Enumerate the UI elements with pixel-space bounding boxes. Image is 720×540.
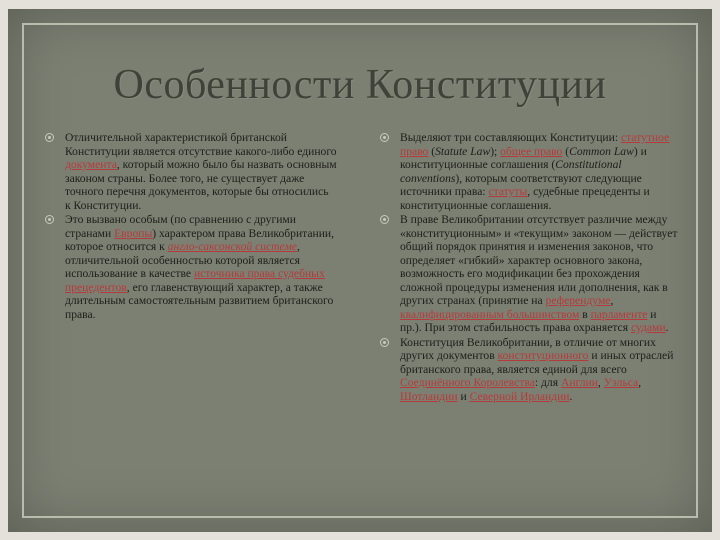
text: . [569, 389, 573, 403]
text: , судебные прецеденты и конституционные соглашения. [400, 185, 650, 212]
text: ); [490, 144, 501, 158]
list-item [45, 213, 337, 321]
link-united-kingdom[interactable]: Соединённого Королевства [400, 376, 535, 389]
text: , который можно было бы назвать основным законом страны. Более того, не существует даже точного перечня документов, которые бы относились к Конституции. [65, 158, 337, 212]
link-northern-ireland[interactable]: Северной Ирландии [469, 389, 570, 403]
text: и пр.). При этом стабильность права охраняется [400, 307, 657, 334]
text: Отличительной характеристикой британской Конституции является отсутствие какого-либо единого [65, 131, 337, 158]
text: Это вызвано особым (по сравнению с другими странами [65, 213, 296, 240]
link-anglo-saxon-system[interactable]: англо-саксонской системе [167, 240, 297, 253]
text: ( [428, 144, 436, 158]
bullet-icon [45, 133, 54, 142]
text-italic: Statute Law [435, 144, 491, 158]
link-statutes[interactable]: статуты [488, 185, 528, 198]
text-italic: Constitutional conventions [400, 158, 622, 185]
bullet-icon [380, 215, 389, 224]
link-wales[interactable]: Уэльса [603, 376, 639, 389]
text: , [597, 376, 604, 389]
text-italic: Common Law [569, 144, 634, 158]
link-parliament[interactable]: парламенте [590, 307, 648, 321]
left-column [45, 131, 337, 322]
text: ) и конституционные соглашения ( [400, 144, 647, 171]
list-item [380, 131, 680, 212]
link-referendum[interactable]: референдуме [545, 294, 611, 307]
text: . [665, 321, 669, 334]
link-europe[interactable]: Европы [114, 226, 153, 240]
list-item [45, 131, 337, 212]
link-source-of-law[interactable]: источника права судебных прецедентов [65, 267, 325, 294]
list-item [380, 213, 680, 335]
text: в [579, 307, 591, 321]
link-document[interactable]: документа [65, 158, 117, 171]
text: ( [562, 144, 570, 158]
link-constitutional[interactable]: конституционного [497, 349, 589, 362]
link-statute-law[interactable]: статутное право [400, 131, 670, 158]
slide-title: Особенности Конституции [113, 62, 607, 108]
link-qualified-majority[interactable]: квалифицированным большинством [400, 307, 580, 321]
text: , отличительной особенностью которой является использование в качестве [65, 240, 301, 280]
text: , [638, 376, 642, 389]
link-scotland[interactable]: Шотландии [400, 389, 458, 403]
text: : для [534, 376, 561, 389]
link-england[interactable]: Англии [560, 376, 598, 389]
text: Конституция Великобритании, в отличие от многих других документов [400, 335, 656, 362]
text: , [610, 294, 614, 307]
right-column [380, 131, 680, 404]
text: ), которым соответствуют следующие источники права: [400, 171, 642, 198]
bullet-icon [380, 133, 389, 142]
text: и иных отраслей британского права, является единой для всего [400, 349, 674, 376]
text: , его главенствующий характер, а также длительным самостоятельным развитием британского права. [65, 280, 334, 321]
text: и [457, 389, 470, 403]
link-courts[interactable]: судами [630, 321, 666, 334]
bullet-icon [45, 215, 54, 224]
text: В праве Великобритании отсутствует различие между «конституционным» и «текущим» законом — действует общий порядок принятия и изменения законов, что определяет «гибкий» характер основного закона, возможность его модификации без прохождения сложной процедуры изменения или дополнения, как в других странах (принятие на [400, 213, 678, 307]
text: Выделяют три составляющих Конституции: [400, 131, 621, 144]
link-common-law[interactable]: общее право [500, 144, 563, 158]
text: ) характером права Великобритании, которое относится к [65, 226, 335, 253]
bullet-icon [380, 338, 389, 347]
list-item [380, 336, 680, 404]
slide [8, 9, 712, 532]
